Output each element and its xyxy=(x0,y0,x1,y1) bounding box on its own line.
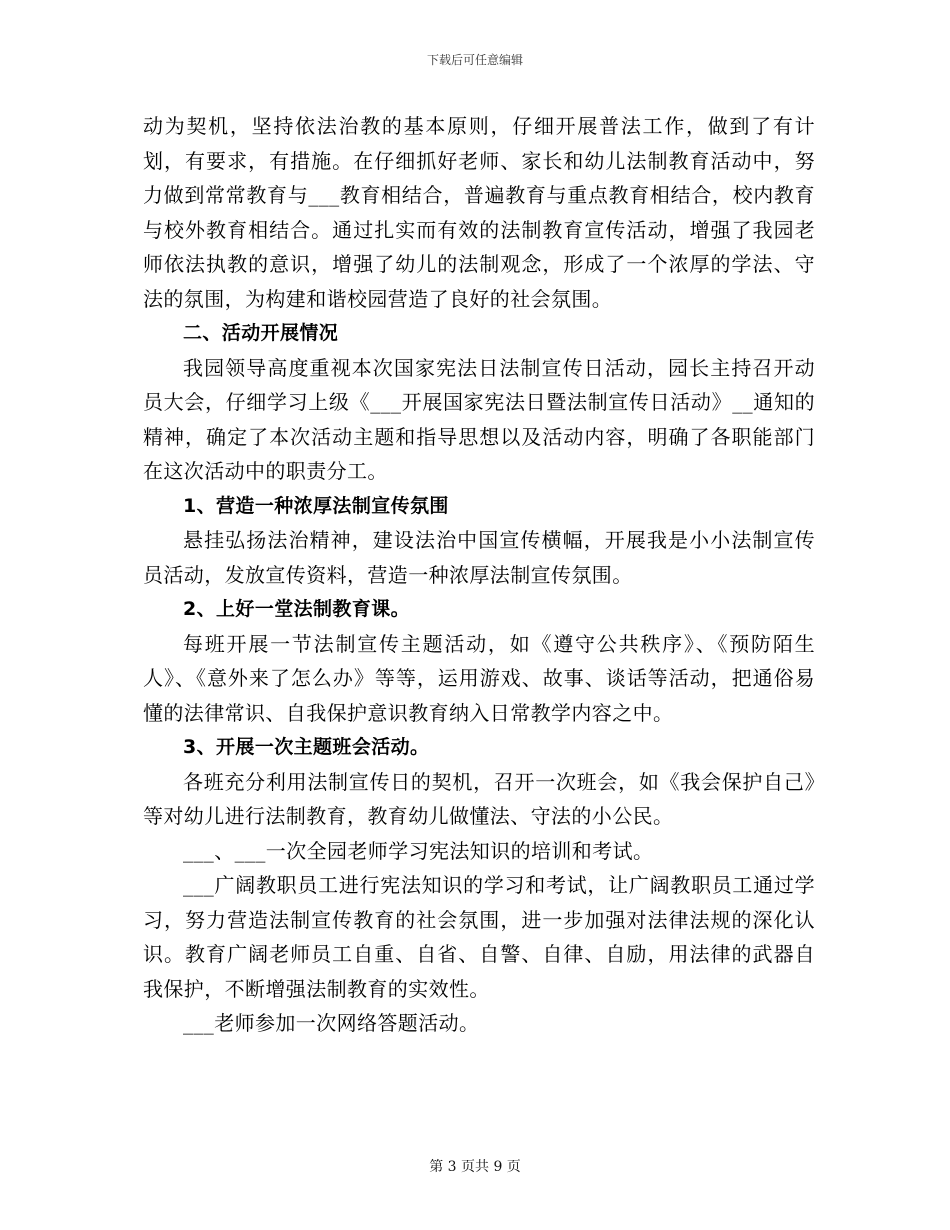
paragraph: ___广阔教职员工进行宪法知识的学习和考试，让广阔教职员工通过学习，努力营造法制宣传教育的社会氛围，进一步加强对法律法规的深化认识。教育广阔老师员工自重、自省、自警、自律、自励，用法律的武器自我保护，不断增强法制教育的实效性。 xyxy=(143,873,815,1001)
paragraph: 各班充分利用法制宣传日的契机，召开一次班会，如《我会保护自己》等对幼儿进行法制教育，教育幼儿做懂法、守法的小公民。 xyxy=(143,769,815,828)
page-footer: 第 3 页共 9 页 xyxy=(429,1159,521,1175)
paragraph: 每班开展一节法制宣传主题活动，如《遵守公共秩序》、《预防陌生人》、《意外来了怎么办》等等，运用游戏、故事、谈话等活动，把通俗易懂的法律常识、自我保护意识教育纳入日常教学内容之中。 xyxy=(143,631,815,725)
page-header: 下载后可任意编辑 xyxy=(426,53,523,67)
subsection-heading: 2、上好一堂法制教育课。 xyxy=(183,598,411,620)
section-heading: 二、活动开展情况 xyxy=(183,322,339,344)
subsection-heading: 1、营造一种浓厚法制宣传氛围 xyxy=(183,494,449,517)
paragraph: 动为契机，坚持依法治教的基本原则，仔细开展普法工作，做到了有计划，有要求，有措施。在仔细抓好老师、家长和幼儿法制教育活动中，努力做到常常教育与___教育相结合，普遍教育与重点教育相结合，校内教育与校外教育相结合。通过扎实而有效的法制教育宣传活动，增强了我园老师依法执教的意识，增强了幼儿的法制观念，形成了一个浓厚的学法、守法的氛围，为构建和谐校园营造了良好的社会氛围。 xyxy=(143,114,815,311)
paragraph: 悬挂弘扬法治精神，建设法治中国宣传横幅，开展我是小小法制宣传员活动，发放宣传资料，营造一种浓厚法制宣传氛围。 xyxy=(143,528,815,587)
paragraph: ___、___一次全园老师学习宪法知识的培训和考试。 xyxy=(183,838,654,863)
paragraph: ___老师参加一次网络答题活动。 xyxy=(183,1011,480,1035)
document-body xyxy=(143,109,815,1041)
subsection-heading: 3、开展一次主题班会活动。 xyxy=(183,736,430,758)
paragraph: 我园领导高度重视本次国家宪法日法制宣传日活动，园长主持召开动员大会，仔细学习上级《___开展国家宪法日暨法制宣传日活动》__通知的精神，确定了本次活动主题和指导思想以及活动内容，明确了各职能部门在这次活动中的职责分工。 xyxy=(143,355,815,483)
